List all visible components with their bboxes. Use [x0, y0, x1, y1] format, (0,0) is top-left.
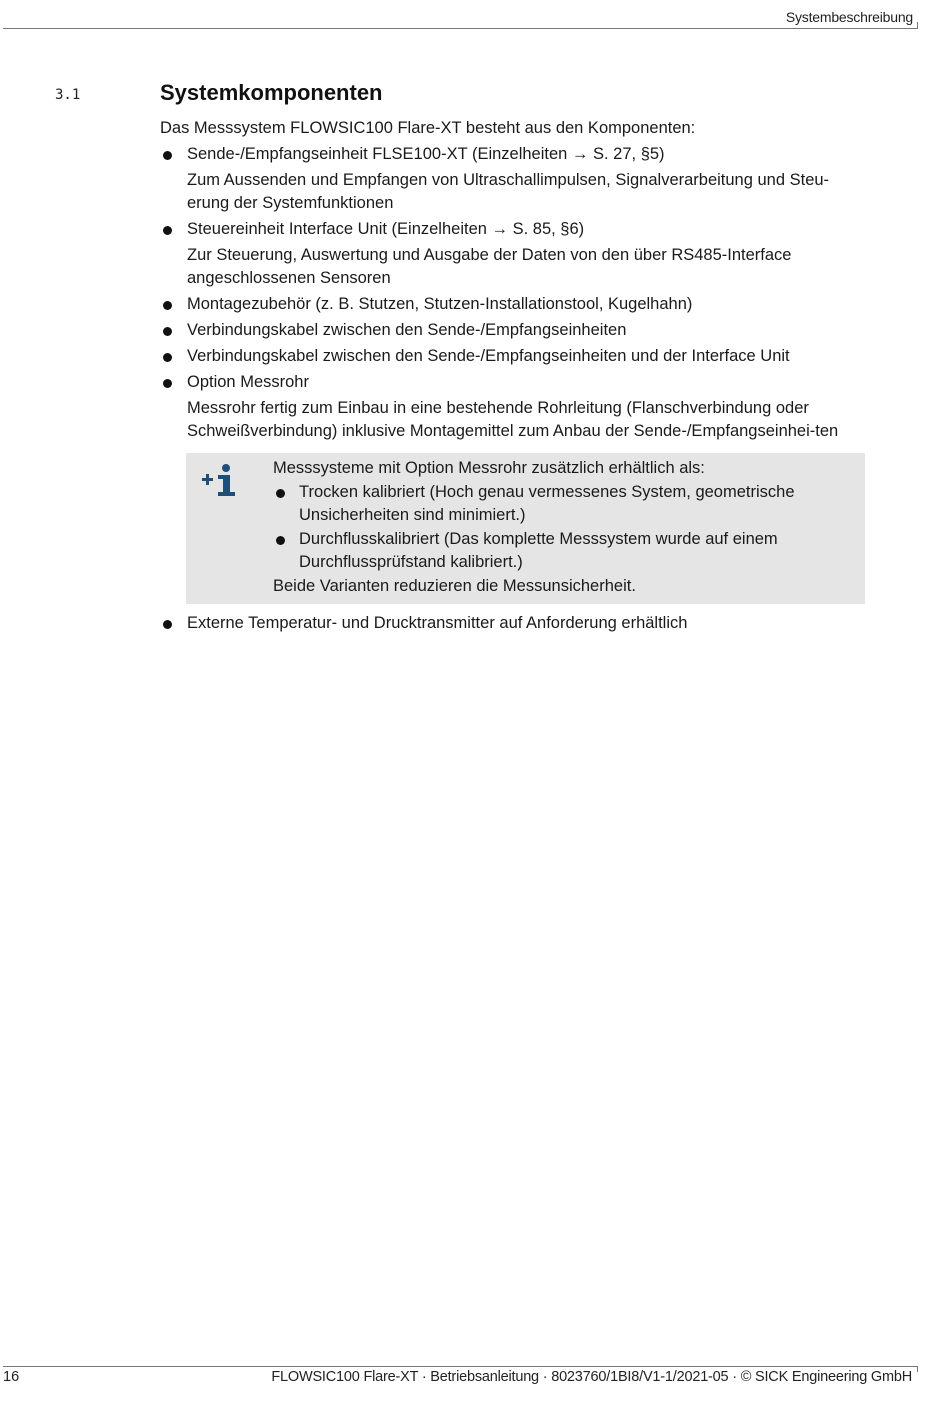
info-list-item [273, 481, 855, 527]
info-plus-icon [200, 463, 240, 499]
footer-rule [3, 1366, 918, 1367]
page-number: 16 [3, 1369, 20, 1385]
info-summary: Beide Varianten reduzieren die Messunsicherheit. [273, 577, 636, 595]
footer-rule-tick [917, 1366, 918, 1372]
info-lead: Messsysteme mit Option Messrohr zusätzlich erhältlich als: [273, 459, 705, 477]
list-item [160, 345, 870, 368]
list-item-description: Messrohr fertig zum Einbau in eine bestehende Rohrleitung (Flanschverbindung oder Schweißverbindung) inklusive Montagemittel zum Anbau der Sende-/Empfangseinhei-ten [187, 399, 839, 440]
bullet-icon [163, 226, 172, 235]
list-item-description: Zum Aussenden und Empfangen von Ultraschallimpulsen, Signalverarbeitung und Steu-erung der Systemfunktionen [187, 171, 830, 212]
list-item [160, 319, 870, 342]
section-body [160, 117, 870, 635]
list-item [160, 612, 870, 635]
header-rule [3, 28, 918, 29]
section-number: 3.1 [55, 87, 81, 103]
info-list-item-label: Durchflusskalibriert (Das komplette Messsystem wurde auf einem Durchflussprüfstand kalibriert.) [299, 530, 778, 571]
bullet-icon [163, 151, 172, 160]
list-item [160, 371, 870, 443]
section-title: Systemkomponenten [160, 80, 383, 105]
list-item-label: Sende-/Empfangseinheit FLSE100-XT (Einzelheiten → S. 27, §5) [187, 145, 665, 163]
list-item [160, 293, 870, 316]
list-item [160, 143, 870, 215]
bullet-icon [163, 379, 172, 388]
info-list-item-label: Trocken kalibriert (Hoch genau vermessenes System, geometrische Unsicherheiten sind minimiert.) [299, 483, 795, 524]
info-note-box [186, 453, 865, 604]
bullet-icon [163, 327, 172, 336]
list-item-description: Zur Steuerung, Auswertung und Ausgabe der Daten von den über RS485-Interface angeschlossenen Sensoren [187, 246, 792, 287]
header-rule-tick [917, 22, 918, 28]
list-item-label: Steuereinheit Interface Unit (Einzelheiten → S. 85, §6) [187, 220, 585, 238]
bullet-icon [276, 536, 285, 545]
bullet-icon [163, 301, 172, 310]
intro-text: Das Messsystem FLOWSIC100 Flare-XT besteht aus den Komponenten: [160, 119, 696, 137]
bullet-icon [163, 353, 172, 362]
bullet-icon [276, 489, 285, 498]
list-item-label: Externe Temperatur- und Drucktransmitter auf Anforderung erhältlich [187, 614, 688, 632]
list-item [160, 218, 870, 290]
list-item-label: Option Messrohr [187, 373, 309, 391]
list-item-label: Verbindungskabel zwischen den Sende-/Empfangseinheiten und der Interface Unit [187, 347, 790, 365]
running-header: Systembeschreibung [785, 9, 913, 25]
footer-document-info: FLOWSIC100 Flare-XT · Betriebsanleitung · 8023760/1BI8/V1-1/2021-05 · © SICK Engineering GmbH [271, 1369, 912, 1385]
bullet-icon [163, 620, 172, 629]
list-item-label: Montagezubehör (z. B. Stutzen, Stutzen-Installationstool, Kugelhahn) [187, 295, 693, 313]
info-list-item [273, 528, 855, 574]
list-item-label: Verbindungskabel zwischen den Sende-/Empfangseinheiten [187, 321, 627, 339]
